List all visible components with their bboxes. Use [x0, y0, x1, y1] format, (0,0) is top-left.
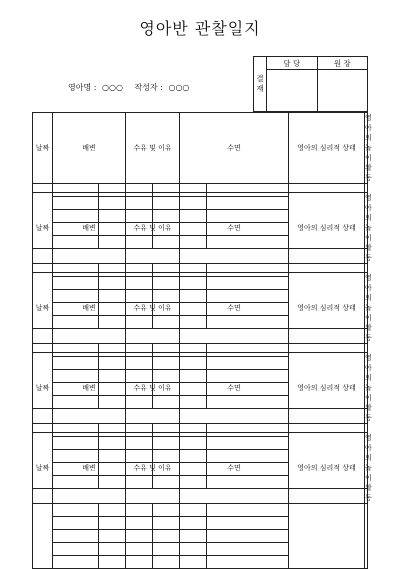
grid-cell: [99, 556, 126, 569]
header-bowel: 배변: [53, 273, 126, 344]
header-feeding: 수유 및 이유: [126, 353, 180, 424]
grid-cell: [126, 543, 153, 556]
header-sleep: 수면: [180, 353, 289, 424]
grid-cell: [180, 556, 207, 569]
header-feeding: 수유 및 이유: [126, 193, 180, 264]
grid-cell: [126, 517, 153, 530]
header-emotional-state: 영아의 심리적 상태: [289, 193, 365, 264]
grid-cell: [126, 556, 153, 569]
header-sleep: 수면: [180, 433, 289, 504]
header-bowel: 배변: [53, 193, 126, 264]
meta-line: [68, 82, 192, 93]
header-play-activity: 영아의 놀이활동: [365, 114, 372, 182]
grid-cell: [153, 543, 180, 556]
header-emotional-state: 영아의 심리적 상태: [289, 273, 365, 344]
grid-cell: [99, 543, 126, 556]
header-sleep: 수면: [180, 113, 289, 184]
header-feeding: 수유 및 이유: [126, 273, 180, 344]
date-cell: [33, 504, 53, 569]
header-play-activity: 영아의 놀이활동: [365, 434, 372, 502]
grid-cell: [99, 504, 126, 517]
grid-cell: [180, 543, 207, 556]
header-emotional-state: 영아의 심리적 상태: [289, 113, 365, 184]
grid-cell: [180, 530, 207, 543]
infant-name-label: 영아명 :: [68, 83, 97, 92]
header-play-activity: 영아의 놀이활동: [365, 274, 372, 342]
header-bowel: 배변: [53, 353, 126, 424]
header-bowel: 배변: [53, 433, 126, 504]
grid-cell: [153, 504, 180, 517]
grid-cell: [53, 517, 99, 530]
header-feeding: 수유 및 이유: [126, 113, 180, 184]
grid-cell: [180, 517, 207, 530]
log-row: [33, 504, 368, 517]
grid-cell: [153, 517, 180, 530]
play-activity-cell: [365, 504, 368, 569]
header-date: 날짜: [33, 193, 53, 264]
header-bowel: 배변: [53, 113, 126, 184]
grid-cell: [207, 517, 289, 530]
grid-cell: [53, 543, 99, 556]
grid-cell: [207, 556, 289, 569]
grid-cell: [53, 530, 99, 543]
approval-side-label: 결 재: [254, 57, 267, 112]
header-date: 날짜: [33, 433, 53, 504]
infant-name-value: ○○○: [101, 83, 123, 92]
header-play-activity: 영아의 놀이활동: [365, 354, 372, 422]
grid-cell: [53, 556, 99, 569]
emotional-state-cell: [289, 504, 365, 569]
grid-cell: [153, 556, 180, 569]
header-sleep: 수면: [180, 193, 289, 264]
header-date: 날짜: [33, 273, 53, 344]
grid-cell: [207, 530, 289, 543]
approval-box: [253, 56, 368, 112]
header-emotional-state: 영아의 심리적 상태: [289, 433, 365, 504]
page-title: 영아반 관찰일지: [139, 19, 261, 38]
author-label: 작성자 :: [134, 83, 163, 92]
grid-cell: [207, 504, 289, 517]
approval-sign-director: [317, 70, 368, 112]
grid-cell: [153, 530, 180, 543]
header-feeding: 수유 및 이유: [126, 433, 180, 504]
approval-col-manager: 담 당: [267, 57, 318, 70]
header-sleep: 수면: [180, 273, 289, 344]
approval-sign-manager: [267, 70, 318, 112]
grid-cell: [207, 543, 289, 556]
header-date: 날짜: [33, 113, 53, 184]
grid-cell: [180, 504, 207, 517]
grid-cell: [53, 504, 99, 517]
log-block: [32, 432, 372, 569]
grid-cell: [99, 530, 126, 543]
header-date: 날짜: [33, 353, 53, 424]
grid-cell: [126, 504, 153, 517]
approval-col-director: 원 장: [317, 57, 368, 70]
grid-cell: [126, 530, 153, 543]
author-value: ○○○: [168, 83, 190, 92]
grid-cell: [99, 517, 126, 530]
header-emotional-state: 영아의 심리적 상태: [289, 353, 365, 424]
header-play-activity: 영아의 놀이활동: [365, 194, 372, 262]
